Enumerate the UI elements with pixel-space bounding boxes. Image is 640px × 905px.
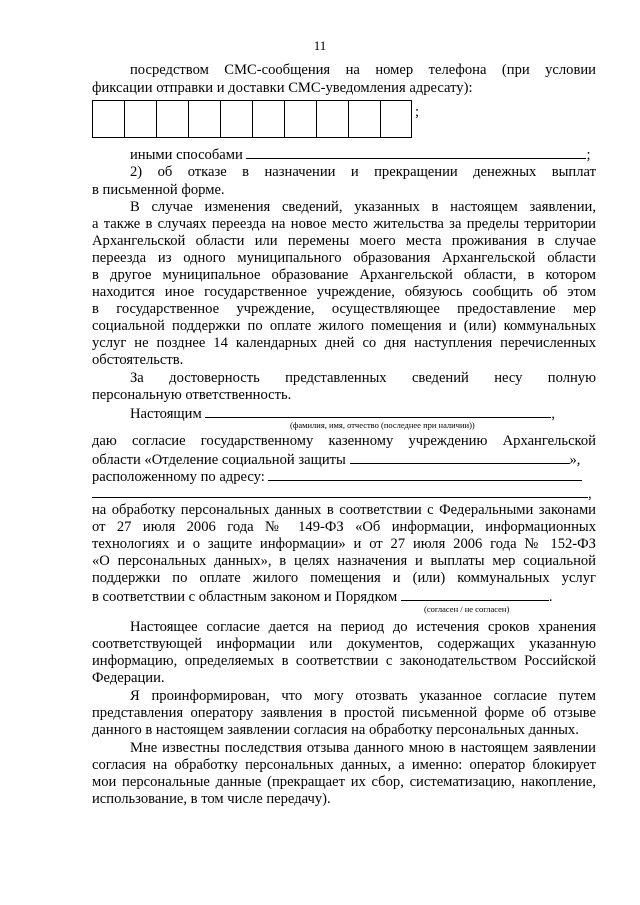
text-line: фиксации отправки и доставки СМС-уведомления адресату): [92,80,473,96]
phone-number-boxes[interactable] [92,100,412,138]
address-field-2[interactable] [92,485,588,498]
text-line: а также в случаях переезда на новое место жительства за пределы территории [92,216,596,232]
text-line: 2) об отказе в назначении и прекращении денежных выплат [130,164,596,180]
phone-digit-box[interactable] [380,100,412,138]
other-methods-label: иными способами [130,147,243,163]
punct: ; [586,147,591,163]
other-methods-line [130,146,596,164]
text-line: в письменной форме. [92,182,225,198]
text-line: находится иное государственное учреждение, обязуюсь сообщить об этом [92,284,596,300]
text-line: от 27 июля 2006 года № 149-ФЗ «Об информации, информационных [92,519,596,535]
text-line: Архангельской области или перемены моего места проживания в случае [92,233,596,249]
text-line: переезда из одного муниципального образования Архангельской области [92,250,596,266]
punct: . [548,589,553,605]
text-line: поддержки по оплате жилого помещения и (или) коммунальных услуг [92,570,596,586]
address-field[interactable] [268,468,582,481]
other-methods-field[interactable] [246,146,586,159]
address-line [92,468,596,486]
punct: », [569,452,581,468]
department-line [92,451,596,469]
phone-digit-box[interactable] [156,100,188,138]
full-name-label: Настоящим [130,406,202,422]
department-field[interactable] [350,451,570,464]
address-label: расположенному по адресу: [92,469,265,485]
text-line: посредством СМС-сообщения на номер телефона (при условии [130,62,596,78]
page-number: 11 [313,38,327,53]
text-line: За достоверность представленных сведений несу полную [130,370,596,386]
text-line: социальной поддержки по оплате жилого помещения и (или) коммунальных [92,318,596,334]
text-line: представления оператору заявления в простой письменной форме об отзыве [92,705,596,721]
phone-digit-box[interactable] [124,100,156,138]
consent-label: в соответствии с областным законом и Порядком [92,589,398,605]
text-line: обстоятельств. [92,352,184,368]
text-line: соответствующей информации или документов, содержащих указанную [92,636,596,652]
department-label: области «Отделение социальной защиты [92,452,346,468]
consent-line [92,588,596,606]
text-line: «О персональных данных», в целях назначения и выплаты мер социальной [92,553,596,569]
address-line-2 [92,485,596,503]
text-line: согласия на обработку персональных данных, а именно: оператор блокирует [92,757,596,773]
text-line: информацию, определяемых в соответствии с законодательством Российской [92,653,596,669]
full-name-caption: (фамилия, имя, отчество (последнее при наличии)) [290,420,475,430]
text-line: мои персональные данные (прекращает их сбор, систематизацию, накопление, [92,774,596,790]
text-line: использование, в том числе передачу). [92,791,331,807]
text-line: услуг не позднее 14 календарных дней со дня наступления перечисленных [92,335,596,351]
text-line: Настоящее согласие дается на период до истечения сроков хранения [130,619,596,635]
text-line: В случае изменения сведений, указанных в настоящем заявлении, [130,199,596,215]
phone-semicolon: ; [415,104,420,120]
text-line: Федерации. [92,670,165,686]
punct: , [588,486,592,502]
text-line: технологиях и о защите информации» и от 27 июля 2006 года № 152-ФЗ [92,536,596,552]
text-line: в государственное учреждение, осуществляющее предоставление мер [92,301,596,317]
consent-field[interactable] [401,588,549,601]
text-line: данного в настоящем заявлении согласия на обработку персональных данных. [92,722,579,738]
text-line: даю согласие государственному казенному учреждению Архангельской [92,433,596,449]
text-line: персональную ответственность. [92,387,292,403]
phone-digit-box[interactable] [284,100,316,138]
text-line: в другое муниципальное образование Архангельской области, в котором [92,267,596,283]
punct: , [551,406,556,422]
text-line: Я проинформирован, что могу отозвать указанное согласие путем [130,688,596,704]
phone-digit-box[interactable] [220,100,252,138]
phone-digit-box[interactable] [348,100,380,138]
consent-caption: (согласен / не согласен) [424,604,510,614]
text-line: Мне известны последствия отзыва данного мною в настоящем заявлении [130,740,596,756]
full-name-field[interactable] [205,405,551,418]
phone-digit-box[interactable] [92,100,124,138]
text-line: на обработку персональных данных в соответствии с Федеральными законами [92,502,596,518]
phone-digit-box[interactable] [316,100,348,138]
phone-digit-box[interactable] [188,100,220,138]
phone-digit-box[interactable] [252,100,284,138]
